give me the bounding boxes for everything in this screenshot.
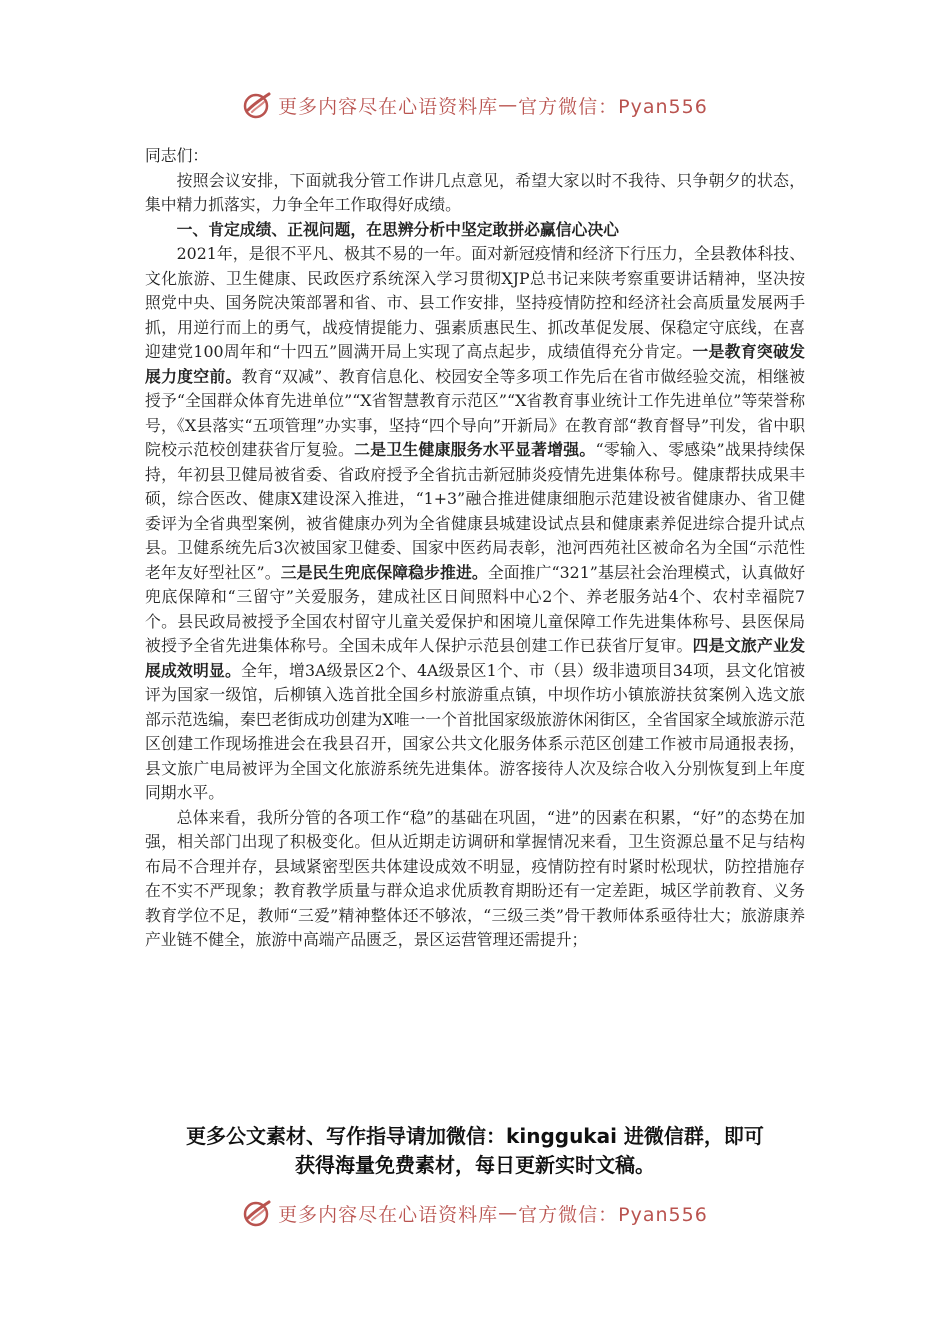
watermark-banner-top	[0, 88, 950, 122]
highlight-health: 二是卫生健康服务水平显著增强。	[354, 440, 596, 459]
highlight-education: 一是教育突破发展力度空前。	[145, 342, 805, 386]
promo-notice	[140, 1122, 810, 1180]
highlight-livelihood: 三是民生兜底保障稳步推进。	[280, 562, 488, 582]
tourism-text: 全年，增3A级景区2个、4A级景区1个、市（县）级非遗项目34项，县文化馆被评为国家一级馆，后柳镇入选首批全国乡村旅游重点镇，中坝作坊小镇旅游扶贫案例入选文旅部示范选编，秦巴老街成功创建为X唯一一个首批国家级旅游休闲街区，全省国家全域旅游示范区创建工作现场推进会在我县召开，国家公共文化服务体系示范区创建工作被市局通报表扬，县文旅广电局被评为全国文化旅游系统先进集体。游客接待人次及综合收入分别恢复到上年度同期水平。	[145, 660, 805, 802]
brush-logo-icon	[242, 1198, 272, 1228]
watermark-wechat: 官方微信：Pyan556	[518, 95, 708, 118]
livelihood-text: 全面推广“321”基层社会治理模式，认真做好兜底保障和“三留守”关爱服务，建成社区日间照料中心2个、养老服务站4个、农村幸福院7个。县民政局被授予全国农村留守儿童关爱保护和困境儿童保障工作先进集体称号、县医保局被授予全省先进集体称号。全国未成年人保护示范县创建工作已获省厅复审。	[145, 562, 805, 655]
watermark-separator: —	[498, 94, 519, 116]
promo-line-2: 获得海量免费素材，每日更新实时文稿。	[295, 1153, 655, 1177]
highlight-tourism: 四是文旅产业发展成效明显。	[145, 636, 805, 680]
watermark-wechat: 官方微信：Pyan556	[518, 1203, 708, 1226]
section-heading: 一、肯定成绩、正视问题，在思辨分析中坚定敢拼必赢信心决心	[176, 219, 619, 239]
watermark-text: 更多内容尽在心语资料库	[278, 1203, 499, 1226]
document-body	[145, 144, 805, 953]
intro-paragraph: 按照会议安排，下面就我分管工作讲几点意见，希望大家以时不我待、只争朝夕的状态，集中精力抓落实，力争全年工作取得好成绩。	[145, 170, 805, 214]
problems-paragraph: 总体来看，我所分管的各项工作“稳”的基础在巩固，“进”的因素在积累，“好”的态势在加强，相关部门出现了积极变化。但从近期走访调研和掌握情况来看，卫生资源总量不足与结构布局不合理并存，县域紧密型医共体建设成效不明显，疫情防控有时紧时松现状，防控措施存在不实不严现象；教育教学质量与群众追求优质教育期盼还有一定差距，城区学前教育、义务教育学位不足，教师“三爱”精神整体还不够浓，“三级三类”骨干教师体系亟待壮大；旅游康养产业链不健全，旅游中高端产品匮乏，景区运营管理还需提升；	[145, 807, 805, 949]
education-text: 教育“双减”、教育信息化、校园安全等多项工作先后在省市做经验交流，相继被授予“全国群众体育先进单位”“X省智慧教育示范区”“X省教育事业统计工作先进单位”等荣誉称号，《X县落实“五项管理”办实事，坚持“四个导向”开新局》在教育部“教育督导”刊发，省中职院校示范校创建获省厅复验。	[145, 366, 805, 459]
watermark-separator: —	[498, 1202, 519, 1224]
salutation: 同志们：	[145, 146, 209, 165]
watermark-banner-bottom	[0, 1196, 950, 1230]
promo-line-1: 更多公文素材、写作指导请加微信：kinggukai 进微信群，即可	[186, 1124, 764, 1148]
watermark-text: 更多内容尽在心语资料库	[278, 95, 499, 118]
brush-logo-icon	[242, 90, 272, 120]
paragraph-lead: 2021年，是很不平凡、极其不易的一年。面对新冠疫情和经济下行压力，全县教体科技、文化旅游、卫生健康、民政医疗系统深入学习贯彻XJP总书记来陕考察重要讲话精神，坚决按照党中央、国务院决策部署和省、市、县工作安排，坚持疫情防控和经济社会高质量发展两手抓，用逆行而上的勇气，战疫情提能力、强素质惠民生、抓改革促发展、保稳定守底线，在喜迎建党100周年和“十四五”圆满开局上实现了高点起步，成绩值得充分肯定。	[145, 244, 805, 361]
health-text: “零输入、零感染”战果持续保持，年初县卫健局被省委、省政府授予全省抗击新冠肺炎疫情先进集体称号。健康帮扶成果丰硕，综合医改、健康X建设深入推进，“1+3”融合推进健康细胞示范建设被省健康办、省卫健委评为全省典型案例，被省健康办列为全省健康县城建设试点县和健康素养促进综合提升试点县。卫健系统先后3次被国家卫健委、国家中医药局表彰，池河西苑社区被命名为全国“示范性老年友好型社区”。	[145, 440, 805, 582]
achievements-paragraph	[145, 242, 805, 806]
